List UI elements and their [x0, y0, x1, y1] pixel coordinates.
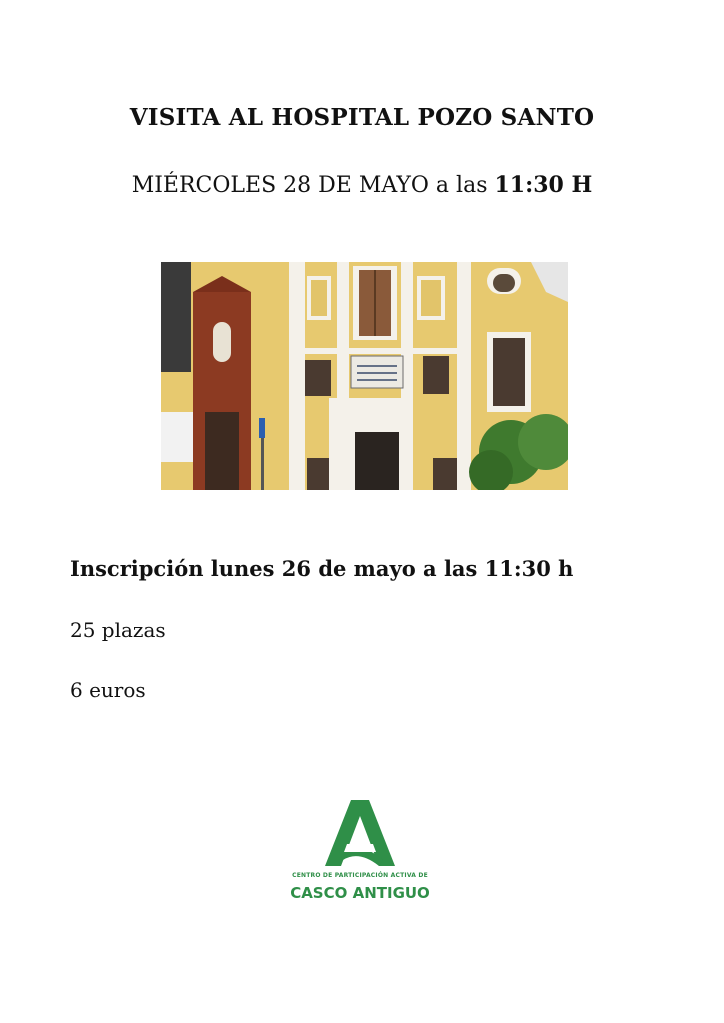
event-date-day: MIÉRCOLES 28 DE MAYO	[131, 173, 429, 198]
page-title: VISITA AL HOSPITAL POZO SANTO	[129, 104, 595, 131]
event-time: 11:30 H	[494, 172, 593, 198]
center-logo	[270, 800, 450, 902]
price-info: 6 euros	[70, 678, 146, 702]
event-date	[0, 172, 724, 198]
seats-info: 25 plazas	[70, 618, 166, 642]
logo-name: CASCO ANTIGUO	[290, 884, 430, 902]
casco-antiguo-a-icon	[325, 800, 395, 866]
hospital-facade-photo	[161, 262, 568, 490]
registration-info: Inscripción lunes 26 de mayo a las 11:30 h	[70, 556, 574, 581]
logo-subtitle: CENTRO DE PARTICIPACIÓN ACTIVA DE	[292, 872, 428, 879]
event-date-connector: a las	[428, 173, 495, 198]
